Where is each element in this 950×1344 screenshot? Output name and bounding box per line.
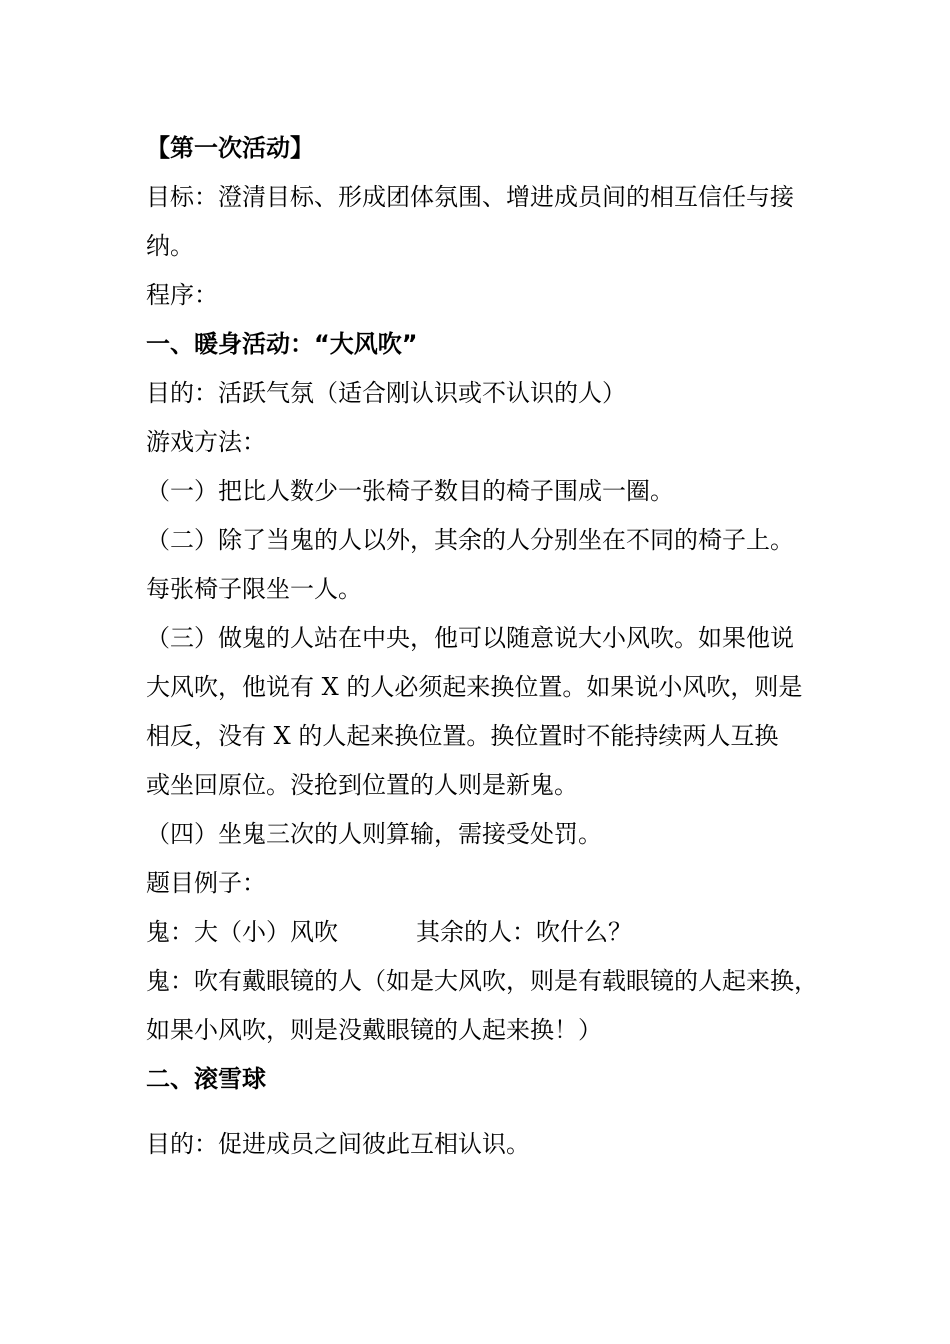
example-label: 题目例子： (146, 869, 266, 897)
step-2-line-2: 每张椅子限坐一人。 (146, 575, 362, 603)
activity-heading: 【第一次活动】 (146, 134, 314, 162)
example-2-line-1: 鬼：吹有戴眼镜的人（如是大风吹，则是有载眼镜的人起来换， (146, 967, 818, 995)
section-1-purpose: 目的：活跃气氛（适合刚认识或不认识的人） (146, 379, 626, 407)
step-3-line-1: （三）做鬼的人站在中央，他可以随意说大小风吹。如果他说 (146, 624, 794, 652)
document-body (146, 124, 836, 1169)
goal-text-line-1: 目标：澄清目标、形成团体氛围、增进成员间的相互信任与接 (146, 183, 794, 211)
step-1: （一）把比人数少一张椅子数目的椅子围成一圈。 (146, 477, 674, 505)
goal-text-line-2: 纳。 (146, 232, 194, 260)
example-1-ghost: 鬼：大（小）风吹 (146, 918, 338, 946)
example-1 (146, 908, 836, 957)
section-1-title: 一、暖身活动：“大风吹” (146, 330, 418, 358)
step-3-line-3: 相反，没有 X 的人起来换位置。换位置时不能持续两人互换 (146, 722, 779, 750)
step-3-line-4: 或坐回原位。没抢到位置的人则是新鬼。 (146, 771, 578, 799)
step-2-line-1: （二）除了当鬼的人以外，其余的人分别坐在不同的椅子上。 (146, 526, 794, 554)
game-method-label: 游戏方法： (146, 428, 266, 456)
step-3-line-2: 大风吹，他说有 X 的人必须起来换位置。如果说小风吹，则是 (146, 673, 803, 701)
step-4: （四）坐鬼三次的人则算输，需接受处罚。 (146, 820, 602, 848)
section-2-title: 二、滚雪球 (146, 1065, 266, 1093)
example-2-line-2: 如果小风吹，则是没戴眼镜的人起来换！） (146, 1016, 602, 1044)
example-1-others: 其余的人：吹什么？ (416, 918, 632, 946)
section-2-purpose: 目的：促进成员之间彼此互相认识。 (146, 1130, 530, 1158)
procedure-label: 程序： (146, 281, 218, 309)
